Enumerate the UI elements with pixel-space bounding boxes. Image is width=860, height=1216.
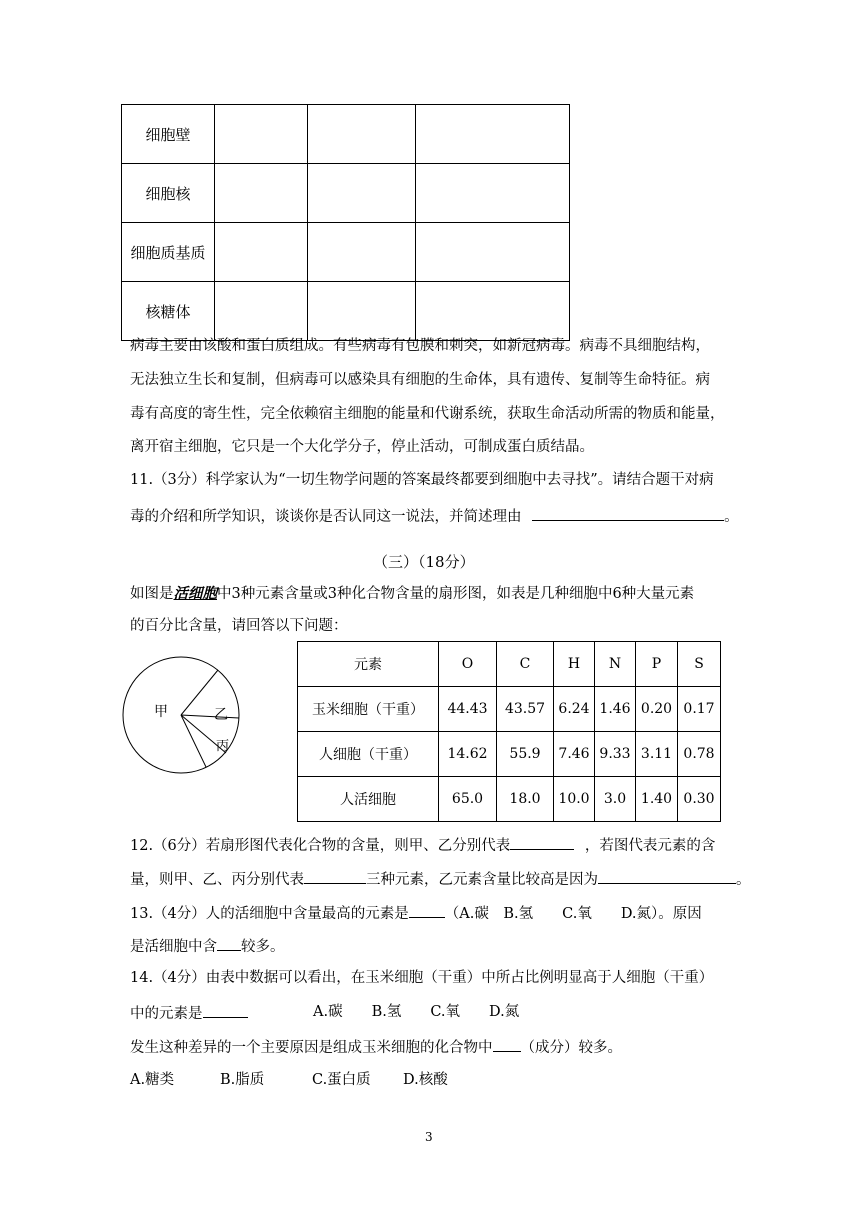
- question-14-line: 14.（4分）由表中数据可以看出，在玉米细胞（干重）中所占比例明显高于人细胞（干重）: [130, 970, 714, 986]
- pie-label-yi: 乙: [214, 707, 228, 723]
- table-cell: 0.78: [678, 732, 721, 777]
- answer-blank[interactable]: [304, 868, 366, 884]
- virus-text-line: 离开宿主细胞，它只是一个大化学分子，停止活动，可制成蛋白质结晶。: [130, 439, 594, 455]
- row-label: 细胞质基质: [122, 223, 215, 282]
- answer-blank[interactable]: [217, 935, 241, 951]
- table-cell: 44.43: [439, 687, 497, 732]
- table-row: [298, 732, 721, 777]
- row-label: 核糖体: [122, 282, 215, 341]
- question-11-line: 11.（3分）科学家认为“一切生物学问题的答案最终都要到细胞中去寻找”。请结合题干对病: [130, 472, 714, 488]
- question-14-option: A.糖类: [130, 1072, 175, 1088]
- section-heading: （三）（18分）: [373, 553, 475, 571]
- table-cell: 55.9: [497, 732, 554, 777]
- element-content-table: [297, 641, 721, 822]
- page-number: 3: [425, 1130, 433, 1144]
- column-header: 元素: [298, 642, 439, 687]
- table-header-row: [298, 642, 721, 687]
- question-14-line: 发生这种差异的一个主要原因是组成玉米细胞的化合物中 （成分）较多。: [130, 1036, 622, 1058]
- pie-divider: [181, 715, 206, 767]
- column-header: C: [497, 642, 554, 687]
- virus-text-line: 无法独立生长和复制，但病毒可以感染具有细胞的生命体，具有遗传、复制等生命特征。病: [130, 372, 710, 388]
- table-cell: 6.24: [554, 687, 595, 732]
- row-label: 人细胞（干重）: [298, 732, 439, 777]
- column-header: P: [636, 642, 678, 687]
- table-cell: 0.20: [636, 687, 678, 732]
- column-header: O: [439, 642, 497, 687]
- answer-blank[interactable]: [203, 1002, 248, 1018]
- column-header: H: [554, 642, 595, 687]
- virus-text-line: 病毒主要由该酸和蛋白质组成。有些病毒有包膜和刺突，如新冠病毒。病毒不具细胞结构，: [130, 338, 710, 354]
- virus-text-line: 毒有高度的寄生性，完全依赖宿主细胞的能量和代谢系统，获取生命活动所需的物质和能量，: [130, 406, 725, 422]
- answer-blank[interactable]: [409, 902, 445, 918]
- table-row: [298, 687, 721, 732]
- row-label: 细胞核: [122, 164, 215, 223]
- answer-blank[interactable]: [598, 868, 736, 884]
- pie-chart: [118, 652, 248, 782]
- table-cell: 0.30: [678, 777, 721, 822]
- column-header: N: [595, 642, 636, 687]
- row-label: 人活细胞: [298, 777, 439, 822]
- question-14-line: 中的元素是: [130, 1002, 248, 1024]
- table-cell: 0.17: [678, 687, 721, 732]
- table-row: [298, 777, 721, 822]
- table-row: [122, 164, 570, 223]
- section-intro: 的百分比含量，请回答以下问题：: [130, 618, 348, 634]
- question-14-choices: A.碳 B.氢 C.氧 D.氮: [313, 1004, 520, 1020]
- section-intro: 如图是活细胞中3种元素含量或3种化合物含量的扇形图，如表是几种细胞中6种大量元素: [130, 585, 695, 602]
- question-14-option: D.核酸: [403, 1072, 448, 1088]
- question-14-option: B.脂质: [220, 1072, 265, 1088]
- answer-blank[interactable]: [493, 1036, 521, 1052]
- pie-divider: [181, 715, 239, 718]
- table-cell: 10.0: [554, 777, 595, 822]
- pie-divider: [181, 670, 218, 715]
- table-row: [122, 105, 570, 164]
- table-cell: 1.46: [595, 687, 636, 732]
- question-13-line: 13.（4分）人的活细胞中含量最高的元素是 （A.碳 B.氢 C.氧 D.氮）。原因: [130, 902, 702, 924]
- table-cell: 9.33: [595, 732, 636, 777]
- table-cell: 14.62: [439, 732, 497, 777]
- table-cell: 1.40: [636, 777, 678, 822]
- table-row: [122, 282, 570, 341]
- question-11-line: 毒的介绍和所学知识，谈谈你是否认同这一说法，并简述理由 。: [130, 505, 739, 527]
- table-cell: 18.0: [497, 777, 554, 822]
- table-cell: 43.57: [497, 687, 554, 732]
- table-cell: 65.0: [439, 777, 497, 822]
- question-13-line: 是活细胞中含 较多。: [130, 935, 285, 957]
- table-cell: 7.46: [554, 732, 595, 777]
- pie-label-bing: 丙: [216, 739, 230, 754]
- question-14-option: C.蛋白质: [312, 1072, 371, 1088]
- question-12-line: 量，则甲、乙、丙分别代表 三种元素，乙元素含量比较高是因为 。: [130, 868, 751, 890]
- answer-blank[interactable]: [510, 834, 574, 850]
- table-row: [122, 223, 570, 282]
- table-cell: 3.0: [595, 777, 636, 822]
- row-label: 玉米细胞（干重）: [298, 687, 439, 732]
- row-label: 细胞壁: [122, 105, 215, 164]
- pie-label-jia: 甲: [154, 704, 168, 720]
- question-12-line: 12.（6分）若扇形图代表化合物的含量，则甲、乙分别代表 ，若图代表元素的含: [130, 834, 715, 856]
- table-cell: 3.11: [636, 732, 678, 777]
- answer-blank[interactable]: [532, 505, 724, 521]
- column-header: S: [678, 642, 721, 687]
- cell-structure-table: [121, 104, 570, 341]
